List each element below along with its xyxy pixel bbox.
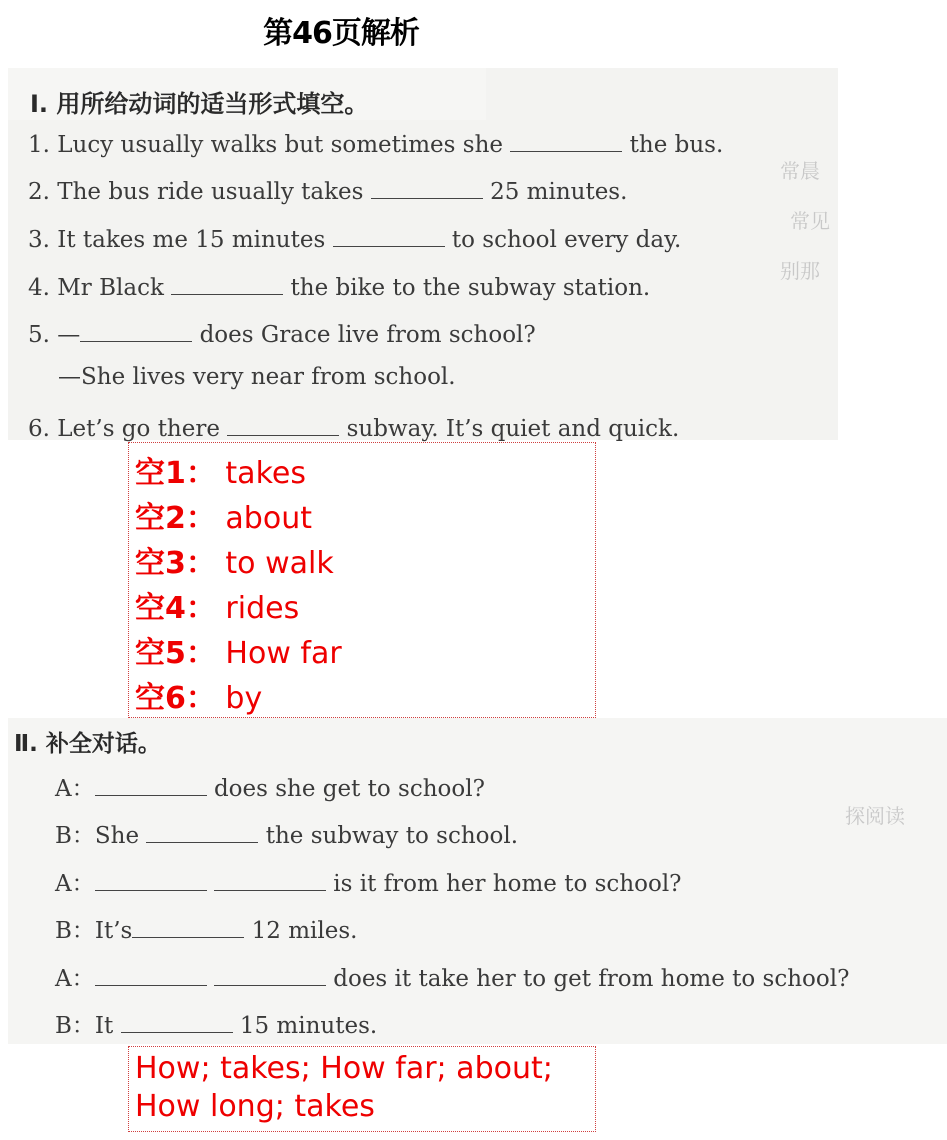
dialogue-line-2: B：She the subway to school. <box>55 817 518 850</box>
dialogue-line-3: A： is it from her home to school? <box>55 865 682 898</box>
dialogue-line-4: B：It’s 12 miles. <box>55 912 358 945</box>
exercise-line-4 <box>28 270 650 301</box>
answer-blank <box>95 771 207 796</box>
answer-blank <box>132 913 244 938</box>
line-text: the bike to the subway station. <box>290 275 651 302</box>
answer-blank <box>171 270 283 295</box>
answer-row: 空6： by <box>135 681 263 716</box>
dialogue-line-1: A： does she get to school? <box>55 770 485 803</box>
answer-blank <box>227 411 339 436</box>
exercise-line-5-response <box>58 364 456 390</box>
answer-row: 空4： rides <box>135 591 300 626</box>
bleed-through-mark: 常见 <box>790 209 830 233</box>
line-text: 6. Let’s go there <box>28 416 220 443</box>
line-text: 4. Mr Black <box>28 275 164 302</box>
line-text: does Grace live from school? <box>199 322 536 349</box>
dialogue-line-5: A： does it take her to get from home to school? <box>55 960 849 993</box>
answer-row: 空3： to walk <box>135 546 334 581</box>
answer-blank <box>214 961 326 986</box>
answer-blank <box>80 317 192 342</box>
answer-line: How; takes; How far; about; <box>135 1051 553 1086</box>
line-text: subway. It’s quiet and quick. <box>346 416 680 443</box>
section-2-heading: Ⅱ. 补全对话。 <box>14 731 161 757</box>
line-text: —She lives very near from school. <box>58 364 456 390</box>
dialogue-line-6: B：It 15 minutes. <box>55 1007 377 1040</box>
answer-blank <box>333 222 445 247</box>
line-text: 1. Lucy usually walks but sometimes she <box>28 132 504 159</box>
exercise-line-1 <box>28 127 723 158</box>
answer-row: 空2： about <box>135 501 312 536</box>
answer-blank <box>371 174 483 199</box>
answer-row: 空1： takes <box>135 456 306 491</box>
exercise-line-5 <box>28 317 536 348</box>
section-1-heading: Ⅰ. 用所给动词的适当形式填空。 <box>30 90 369 118</box>
exercise-line-2 <box>28 174 627 205</box>
bleed-through-mark: 探阅读 <box>845 804 905 828</box>
line-text: 25 minutes. <box>490 179 628 206</box>
line-text: 3. It takes me 15 minutes <box>28 227 326 254</box>
answer-blank <box>146 818 258 843</box>
answer-blank <box>214 866 326 891</box>
page-title: 第46页解析 <box>263 16 419 51</box>
line-text: 5. — <box>28 322 81 349</box>
answer-box-1 <box>128 442 596 718</box>
line-text: the bus. <box>629 132 724 159</box>
answer-row: 空5： How far <box>135 636 342 671</box>
answer-line: How long; takes <box>135 1089 375 1124</box>
exercise-line-3 <box>28 222 681 253</box>
answer-blank <box>95 866 207 891</box>
bleed-through-mark: 常晨 <box>780 159 820 183</box>
line-text: to school every day. <box>451 227 682 254</box>
answer-blank <box>121 1008 233 1033</box>
answer-blank <box>95 961 207 986</box>
answer-box-2 <box>128 1046 596 1132</box>
line-text: 2. The bus ride usually takes <box>28 179 364 206</box>
answer-blank <box>510 127 622 152</box>
bleed-through-mark: 别那 <box>780 259 820 283</box>
exercise-line-6 <box>28 411 679 442</box>
